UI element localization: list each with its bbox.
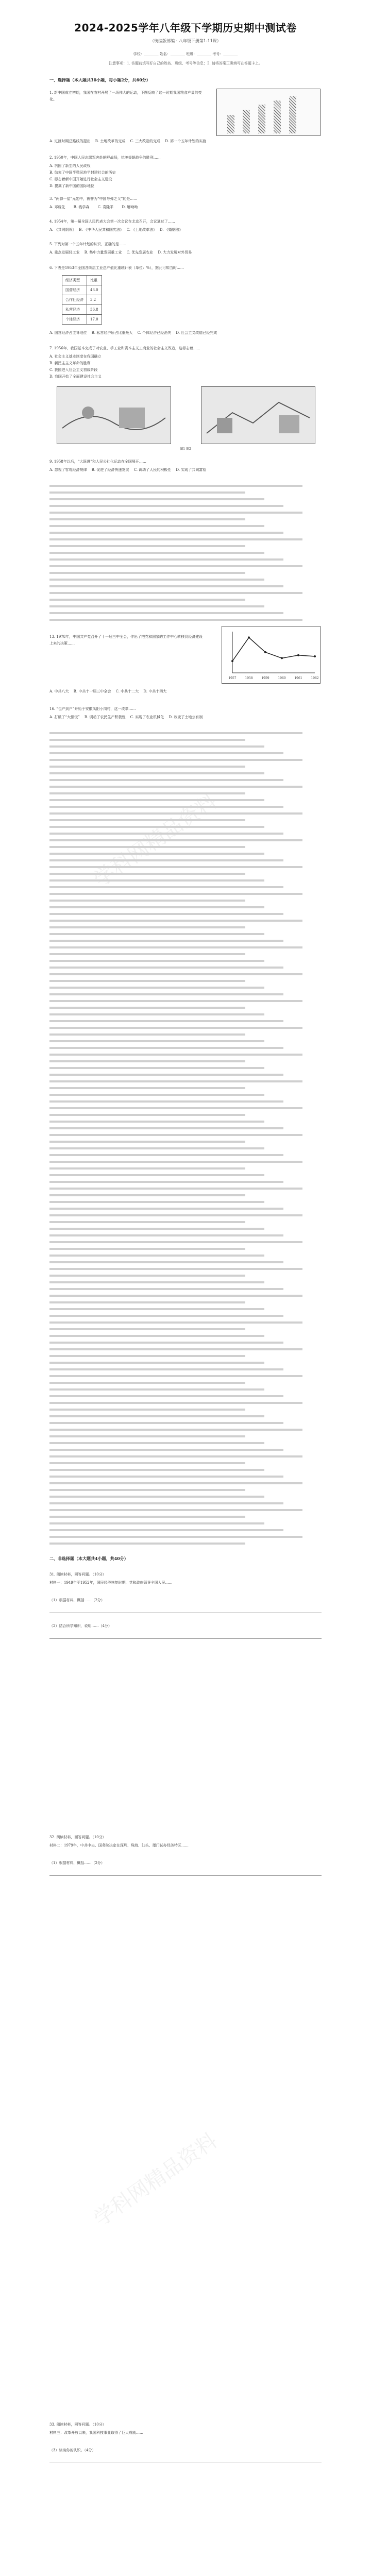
option: A. 重点发展轻工业 (49, 250, 80, 255)
table-row (62, 295, 102, 305)
table-cell: 个体经济 (62, 315, 87, 325)
text-line (49, 565, 302, 567)
text-line (49, 552, 264, 554)
option: B. 调动了农民生产积极性 (84, 715, 126, 719)
option: A. 《共同纲领》 (49, 228, 75, 232)
text-line (49, 980, 245, 982)
option: B. 促进了经济快速发展 (91, 468, 129, 472)
text-line (49, 866, 302, 868)
exam-subtitle: （统编版部编 · 八年级下册第1-11课） (150, 39, 221, 43)
text-line (49, 1033, 245, 1036)
q2-options (49, 163, 322, 190)
table-row (62, 305, 102, 315)
text-line (49, 913, 283, 915)
option: A. 社会主义基本制度在我国确立 (49, 354, 102, 359)
data-table (62, 275, 102, 325)
option: D. 屠呦呦 (122, 205, 138, 209)
text-line (49, 605, 264, 607)
text-line (49, 1308, 264, 1310)
text-line (49, 532, 283, 534)
x-tick-label: 1962 (311, 676, 319, 680)
text-line (49, 853, 264, 855)
answer-prompt: （1）根据材料，概括……（2分） (49, 1861, 105, 1865)
q1-bar (243, 110, 250, 133)
text-line (49, 1188, 302, 1190)
question-32: 32. 阅读材料，回答问题。（10分） (49, 1835, 106, 1839)
question-6: 6. 下表是1953年全国各阶层工业总产值比重统计表（单位：%），据此可知当时…… (49, 266, 184, 270)
answer-prompt: （3）谈谈你的认识。（4分） (49, 2448, 96, 2452)
text-line (49, 1435, 245, 1437)
text-line (49, 1496, 264, 1498)
text-line (49, 1060, 245, 1062)
text-line (49, 1040, 264, 1042)
q1-bar (227, 115, 234, 133)
exam-note: 注意事项：1. 答题前填写好自己的姓名、班级、考号等信息；2. 请将答案正确填写在答题卡上。 (109, 61, 262, 65)
q1-bar (289, 96, 296, 133)
text-line (49, 1388, 264, 1391)
q4-options (49, 227, 322, 233)
text-line (49, 485, 302, 487)
option: A. 邓稼先 (49, 205, 65, 209)
text-line (49, 1422, 283, 1424)
text-line (49, 1328, 245, 1330)
question-4: 4. 1954年，第一届全国人民代表大会第一次会议在北京召开，会议通过了…… (49, 219, 175, 224)
option: B. 《中华人民共和国宪法》 (79, 228, 122, 232)
student-info: 学校：________ 姓名：________ 班级：________ 考号：________ (133, 52, 238, 56)
option: D. 第一个五年计划的实施 (165, 139, 207, 143)
exam-title: 2024-2025学年八年级下学期历史期中测试卷 (74, 22, 297, 34)
option: D. 我国开始了全面建设社会主义 (49, 375, 102, 379)
q7-options (49, 353, 322, 380)
text-line (49, 1442, 264, 1444)
answer-line (49, 1638, 322, 1639)
text-line (49, 1087, 245, 1089)
option: C. 个体经济已经消失 (137, 331, 172, 335)
table-cell: 43.0 (87, 285, 102, 295)
q3-options (49, 204, 322, 211)
text-line (49, 940, 283, 942)
data-point (314, 655, 316, 657)
option: D. 社会主义改造已经完成 (176, 331, 217, 335)
question-3: 3. “两弹一星”元勋中，被誉为“中国导弹之父”的是…… (49, 197, 138, 201)
text-line (49, 1288, 283, 1290)
text-line (49, 505, 283, 507)
q9-options (49, 467, 322, 473)
option: A. 中共八大 (49, 689, 69, 693)
text-line (49, 572, 245, 574)
text-line (49, 1121, 264, 1123)
q13-options (49, 688, 322, 695)
chart-axes (232, 632, 315, 673)
text-line (49, 812, 302, 815)
text-line (49, 1415, 264, 1417)
question-2: 2. 1950年，中国人民志愿军奔赴朝鲜战场，抗美援朝战争的胜利…… (49, 156, 161, 160)
option: B. 土地改革的完成 (95, 139, 126, 143)
text-line (49, 1321, 302, 1324)
option: C. 三大改造的完成 (130, 139, 161, 143)
text-line (49, 987, 264, 989)
text-line (49, 766, 245, 768)
text-line (49, 1402, 302, 1404)
text-line (49, 786, 302, 788)
option: D. 大力发展对外贸易 (158, 250, 192, 255)
option: A. 打破了“大锅饭” (49, 715, 80, 719)
text-line (49, 1281, 264, 1283)
text-line (49, 1007, 245, 1009)
text-line (49, 1214, 302, 1216)
option: A. 过渡时期总路线的提出 (49, 139, 91, 143)
text-line (49, 833, 283, 835)
text-line (49, 1067, 264, 1069)
text-line (49, 1228, 264, 1230)
series-line (232, 637, 315, 661)
option: B. 中共十一届三中全会 (73, 689, 111, 693)
text-line (49, 1141, 245, 1143)
text-line (49, 1167, 245, 1170)
table-cell: 3.2 (87, 295, 102, 305)
text-line (49, 1161, 302, 1163)
question-16: 16. “包产到户”开始于安徽凤阳小岗村，这一改革…… (49, 707, 136, 711)
text-line (49, 1375, 302, 1377)
option: D. 中共十四大 (143, 689, 167, 693)
q1-bar (274, 100, 281, 133)
table-header: 经济类型 (62, 276, 87, 285)
text-line (49, 498, 264, 500)
x-tick-label: 1961 (294, 676, 302, 680)
text-line (49, 826, 264, 828)
figure-2 (201, 386, 315, 444)
data-point (264, 651, 266, 653)
figure-1 (57, 386, 171, 444)
text-line (49, 1382, 245, 1384)
text-line (49, 873, 245, 875)
material-text: 材料一：1949年至1952年，国民经济恢复时期，党和政府领导全国人民…… (49, 1581, 173, 1585)
table-header: 比重 (87, 276, 102, 285)
text-line (49, 1234, 283, 1236)
x-tick-label: 1960 (278, 676, 286, 680)
figure-1-drawing (57, 387, 171, 444)
question-9: 9. 1958年以后，“大跃进”和人民公社化运动在全国展开…… (49, 460, 146, 464)
text-line (49, 599, 245, 601)
table-cell: 17.0 (87, 315, 102, 325)
text-line (49, 1027, 302, 1029)
question-31: 31. 阅读材料，回答问题。（10分） (49, 1572, 106, 1577)
text-line (49, 906, 264, 908)
material-text: 材料三：改革开放以来，我国科技事业取得了巨大成就…… (49, 2431, 143, 2435)
option: D. 提高了新中国的国际地位 (49, 184, 94, 188)
option: A. 忽视了客观经济规律 (49, 468, 87, 472)
option: C. 我国进入社会主义初级阶段 (49, 368, 98, 372)
x-tick-label: 1957 (228, 676, 237, 680)
text-line (49, 1355, 245, 1357)
text-line (49, 492, 245, 494)
text-line (49, 745, 264, 748)
option: D. 《婚姻法》 (159, 228, 183, 232)
question-13: 13. 1978年，中国共产党召开了十一届三中全会，作出了把党和国家的工作中心转移到经济建设上来的决策…… (49, 635, 203, 646)
q16-options (49, 714, 322, 721)
section-heading: 二、非选择题（本大题共4小题，共40分） (49, 1556, 128, 1561)
text-line (49, 1080, 302, 1082)
text-line (49, 846, 245, 848)
option: B. 新民主主义革命的胜利 (49, 361, 91, 365)
text-line (49, 859, 283, 861)
text-line (49, 1395, 283, 1397)
text-line (49, 1301, 245, 1303)
text-line (49, 799, 264, 801)
q13-chart (222, 626, 321, 684)
table-cell: 私营经济 (62, 305, 87, 315)
text-line (49, 1509, 302, 1511)
option: C. 中共十二大 (115, 689, 139, 693)
q5-options (49, 249, 322, 256)
text-line (49, 1127, 283, 1129)
text-line (49, 933, 264, 935)
text-line (49, 893, 302, 895)
text-line (49, 1208, 283, 1210)
text-line (49, 926, 245, 928)
line-chart (222, 626, 320, 683)
text-line (49, 792, 245, 794)
text-line (49, 1221, 245, 1223)
text-line (49, 1194, 245, 1196)
text-line (49, 579, 264, 581)
text-line (49, 1047, 283, 1049)
option: C. 实现了农业机械化 (130, 715, 164, 719)
text-line (49, 1516, 245, 1518)
material-text: 材料二：1979年，中共中央、国务院决定在深圳、珠海、汕头、厦门试办经济特区…… (49, 1843, 189, 1848)
text-line (49, 518, 245, 520)
option: D. 改变了土地公有制 (168, 715, 203, 719)
text-line (49, 1094, 264, 1096)
text-line (49, 1268, 302, 1270)
question-1: 1. 新中国成立初期，我国在农村开展了一场伟大的运动，下图反映了这一时期我国粮食产量的变化。 (49, 91, 202, 101)
text-line (49, 1074, 283, 1076)
watermark: 学科网精品资料 (90, 2129, 222, 2231)
text-line (49, 967, 283, 969)
text-line (49, 1348, 302, 1350)
answer-prompt: （1）根据材料，概括……（2分） (49, 1598, 105, 1602)
option: B. 结束了中国半殖民地半封建社会的历史 (49, 171, 116, 175)
table-cell: 国营经济 (62, 285, 87, 295)
question-5: 5. 下列对第一个五年计划的认识，正确的是…… (49, 242, 126, 246)
text-line (49, 1455, 302, 1458)
text-line (49, 1362, 264, 1364)
text-line (49, 1409, 245, 1411)
text-line (49, 538, 302, 540)
text-line (49, 1449, 283, 1451)
text-line (49, 1489, 245, 1491)
text-line (49, 1100, 283, 1103)
text-line (49, 1107, 302, 1109)
text-line (49, 1013, 264, 1015)
text-line (49, 1261, 283, 1263)
text-line (49, 772, 264, 774)
text-line (49, 1174, 264, 1176)
text-line (49, 558, 283, 561)
text-line (49, 1429, 302, 1431)
text-line (49, 1054, 302, 1056)
table-row (62, 315, 102, 325)
text-line (49, 1295, 302, 1297)
text-line (49, 752, 283, 754)
question-7: 7. 1956年，我国基本完成了对农业、手工业和资本主义工商业的社会主义改造，这标志着…… (49, 346, 200, 350)
option: B. 集中力量发展重工业 (84, 250, 122, 255)
text-line (49, 1000, 302, 1002)
text-line (49, 1536, 302, 1538)
option: C. 优先发展农业 (126, 250, 154, 255)
text-line (49, 920, 302, 922)
option: D. 实现了共同富裕 (176, 468, 207, 472)
text-line (49, 1154, 283, 1156)
text-line (49, 1134, 302, 1136)
text-line (49, 1462, 245, 1464)
option: C. 袁隆平 (97, 205, 114, 209)
text-line (49, 900, 245, 902)
option: B. 钱学森 (73, 205, 90, 209)
text-line (49, 585, 283, 587)
text-line (49, 1315, 283, 1317)
text-line (49, 1502, 283, 1504)
data-point (281, 657, 283, 659)
data-point (231, 660, 233, 662)
figure-2-drawing (201, 387, 315, 444)
text-line (49, 1201, 264, 1203)
text-line (49, 1529, 283, 1531)
data-point (297, 654, 299, 656)
text-line (49, 1543, 245, 1545)
answer-line (49, 1875, 322, 1876)
option: C. 标志着新中国开始进行社会主义建设 (49, 177, 112, 181)
text-line (49, 993, 283, 995)
text-line (49, 612, 283, 614)
text-line (49, 1368, 283, 1370)
option: B. 私营经济所占比重最大 (91, 331, 133, 335)
text-line (49, 592, 302, 594)
q1-figure (216, 89, 321, 136)
text-line (49, 1335, 264, 1337)
text-line (49, 953, 245, 955)
text-line (49, 1020, 283, 1022)
text-line (49, 545, 245, 547)
q1-options (49, 138, 322, 145)
text-line (49, 819, 245, 821)
text-line (49, 806, 283, 808)
option: A. 国营经济占主导地位 (49, 331, 87, 335)
text-line (49, 886, 283, 888)
option: A. 巩固了新生的人民政权 (49, 164, 91, 168)
text-line (49, 619, 302, 621)
text-line (49, 1147, 264, 1149)
text-line (49, 839, 302, 841)
option: C. 调动了人民的积极性 (133, 468, 172, 472)
text-line (49, 1522, 264, 1524)
text-line (49, 1248, 245, 1250)
table-cell: 合作社经济 (62, 295, 87, 305)
text-line (49, 512, 302, 514)
text-line (49, 1275, 245, 1277)
text-line (49, 946, 302, 948)
text-line (49, 732, 302, 734)
text-line (49, 960, 264, 962)
figure-caption: 图1 图2 (180, 447, 191, 451)
text-line (49, 1114, 245, 1116)
text-line (49, 973, 302, 975)
text-line (49, 1342, 283, 1344)
table-row (62, 285, 102, 295)
data-point (248, 636, 250, 638)
text-line (49, 739, 245, 741)
q1-bar (258, 105, 265, 133)
x-tick-label: 1959 (261, 676, 269, 680)
text-line (49, 759, 302, 761)
table-cell: 36.8 (87, 305, 102, 315)
text-line (49, 1482, 302, 1484)
text-line (49, 1181, 283, 1183)
q6-options (49, 330, 322, 336)
text-line (49, 525, 264, 527)
question-33: 33. 阅读材料，回答问题。（10分） (49, 2422, 106, 2427)
x-tick-label: 1958 (245, 676, 253, 680)
text-line (49, 1469, 264, 1471)
section-heading: 一、选择题（本大题共30小题，每小题2分，共60分） (49, 77, 150, 82)
answer-prompt: （2）结合所学知识，说明……（4分） (49, 1624, 112, 1628)
text-line (49, 1476, 283, 1478)
text-line (49, 1255, 264, 1257)
option: C. 《土地改革法》 (126, 228, 155, 232)
text-line (49, 1241, 302, 1243)
text-line (49, 879, 264, 882)
text-line (49, 779, 283, 781)
